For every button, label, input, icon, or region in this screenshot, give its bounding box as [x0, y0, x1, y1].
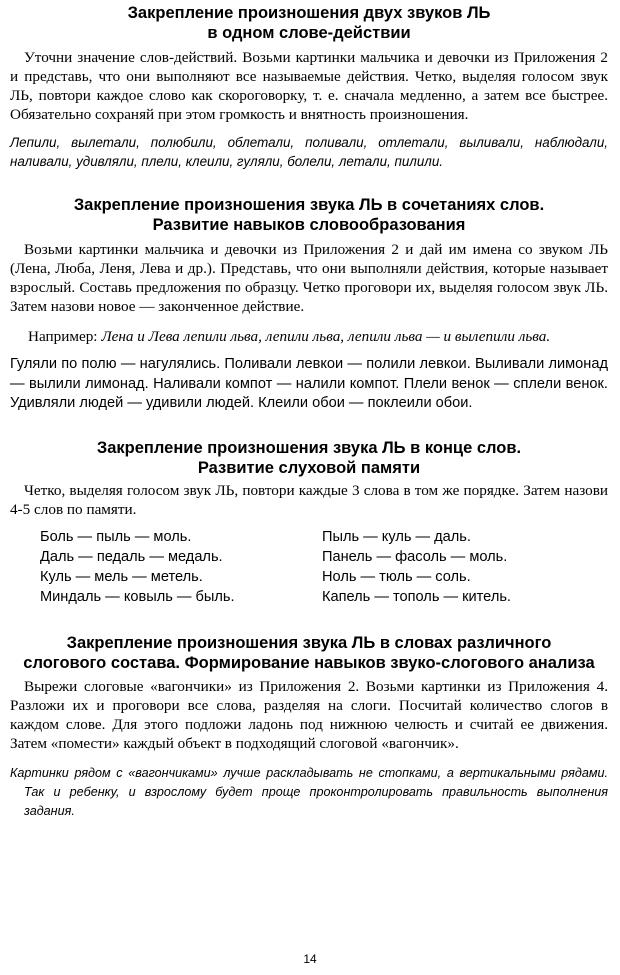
word-triplets-left-column — [40, 527, 322, 607]
section-1-heading: Закрепление произношения двух звуков ЛЬ в одном слове-действии — [127, 4, 491, 42]
word-triplet: Панель — фасоль — моль. — [322, 548, 508, 565]
word-triplet: Капель — тополь — китель. — [322, 588, 511, 605]
example-label: Например: — [28, 328, 102, 345]
section-3-heading: Закрепление произношения звука ЛЬ в конце слов. Развитие слуховой памяти — [96, 438, 522, 477]
section-2-paragraph: Возьми картинки мальчика и девочки из Приложения 2 и дай им имена со звуком ЛЬ (Лена, Люба, Леня, Лева и др.). Представь, что они выполняли действия, которые называет взрослый. Составь предложения по образцу. Четко проговори их, выделяя голосом звук ЛЬ. Затем назови новое — законченное действие. — [10, 241, 608, 315]
page-number: 14 — [303, 952, 317, 966]
section-4-note: Картинки рядом с «вагончиками» лучше раскладывать не стопками, а вертикальными рядами. Так и ребенку, и взрослому будет проще проконтролировать правильность выполнения задания. — [10, 765, 608, 818]
word-triplets — [40, 527, 608, 607]
word-triplet: Боль — пыль — моль. — [40, 528, 192, 545]
section-1-word-list: Лепили, вылетали, полюбили, облетали, поливали, отлетали, выливали, наблюдали, наливали, удивляли, плели, клеили, гуляли, болели, летали, пилили. — [10, 135, 608, 169]
word-triplet: Ноль — тюль — соль. — [322, 568, 471, 585]
section-2-heading: Закрепление произношения звука ЛЬ в сочетаниях слов. Развитие навыков словообразования — [73, 196, 545, 234]
section-4-heading: Закрепление произношения звука ЛЬ в словах различного слогового состава. Формирование навыков звуко-слогового анализа — [23, 633, 595, 672]
word-triplet: Даль — педаль — медаль. — [40, 548, 223, 565]
example-text: Лена и Лева лепили льва, лепили льва, лепили льва — и вылепили льва. — [101, 328, 551, 345]
word-triplet: Пыль — куль — даль. — [322, 528, 471, 545]
section-2-example — [10, 327, 608, 346]
section-1-paragraph: Уточни значение слов-действий. Возьми картинки мальчика и девочки из Приложения 2 и представь, что они выполняют все называемые действия. Четко, выделяя голосом звук ЛЬ, повтори каждое слово как скороговорку, т. е. сначала медленно, а затем все быстрее. Обязательно сохраняй при этом громкость и внятность произношения. — [10, 49, 608, 123]
section-4-paragraph: Вырежи слоговые «вагончики» из Приложения 2. Возьми картинки из Приложения 4. Разложи их и проговори все слова, разделяя на слоги. Посчитай количество слогов в каждом слове. Для этого подложи ладонь под нижнюю челюсть и считай ее движения. Затем «помести» каждый объект в подходящий слоговой «вагончик». — [10, 677, 608, 752]
word-triplet: Миндаль — ковыль — быль. — [40, 588, 235, 605]
section-2-pairs: Гуляли по полю — нагулялись. Поливали левкои — полили левкои. Выливали лимонад — вылили лимонад. Наливали компот — налили компот. Плели венок — сплели венок. Удивляли людей — удивили людей. Клеили обои — поклеили обои. — [10, 356, 608, 411]
section-3-paragraph: Четко, выделяя голосом звук ЛЬ, повтори каждые 3 слова в том же порядке. Затем назови 4-5 слов по памяти. — [10, 481, 608, 518]
word-triplet: Куль — мель — метель. — [40, 568, 203, 585]
word-triplets-right-column — [322, 527, 604, 607]
